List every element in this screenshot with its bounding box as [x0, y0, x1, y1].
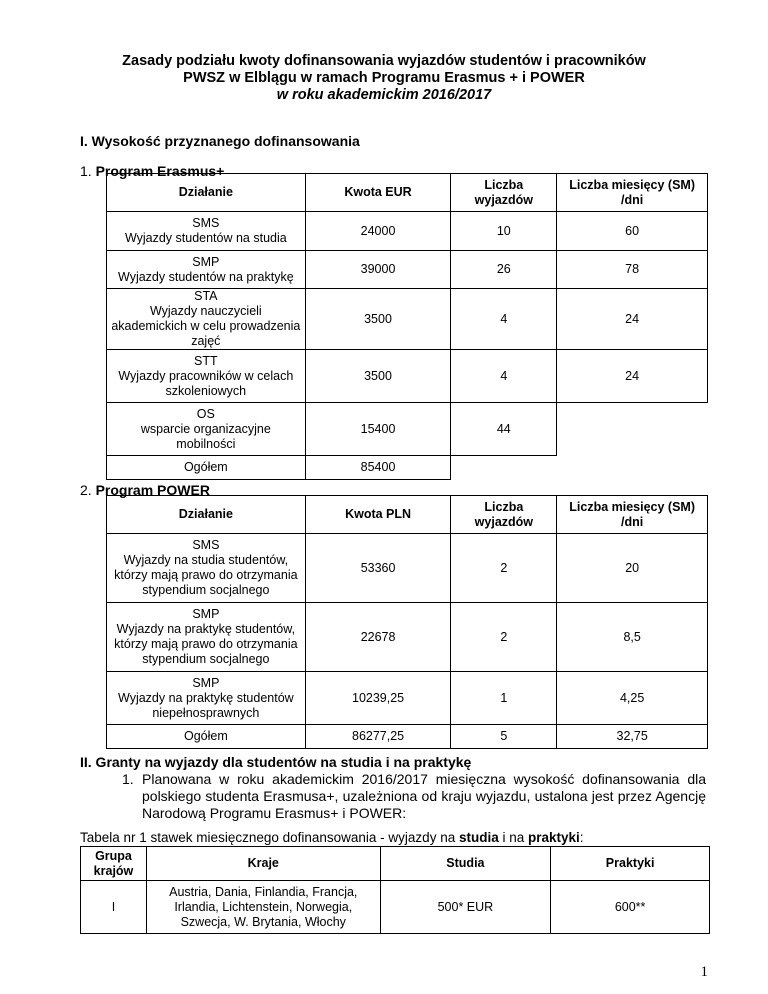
header-cell: Studia [380, 847, 551, 881]
header-cell: Liczba miesięcy (SM) /dni [557, 174, 708, 212]
table-row [107, 212, 708, 251]
header-cell: Praktyki [551, 847, 710, 881]
activity-code: SMP [192, 675, 220, 690]
study-rate-cell: 500* EUR [380, 881, 551, 934]
amount-cell: 15400 [305, 403, 451, 456]
group-cell: I [81, 881, 147, 934]
activity-desc: Wyjazdy na studia studentów, którzy mają prawo do otrzymania stypendium socjalnego [114, 553, 298, 597]
table-total-row [107, 456, 708, 480]
subsection-number: 2. [80, 482, 92, 498]
months-cell: 24 [557, 350, 708, 403]
doc-title-line3: w roku akademickim 2016/2017 [276, 87, 492, 103]
activity-desc: Wyjazdy nauczycieli akademickich w celu prowadzenia zajęć [111, 304, 301, 348]
activity-desc: wsparcie organizacyjne mobilności [140, 421, 271, 451]
activity-cell [107, 672, 306, 725]
doc-title-line2: PWSZ w Elblągu w ramach Programu Erasmus + i POWER [183, 70, 585, 86]
count-cell: 26 [451, 251, 557, 289]
months-cell: 78 [557, 251, 708, 289]
caption-bold-practice: praktyki [528, 830, 580, 845]
caption-prefix: Tabela nr 1 stawek miesięcznego dofinansowania - wyjazdy na [80, 830, 459, 845]
activity-code: STA [194, 289, 218, 303]
erasmus-table [106, 173, 708, 480]
subsection-number: 1. [80, 163, 92, 179]
header-cell: Liczba wyjazdów [451, 496, 557, 534]
activity-cell [107, 289, 306, 350]
count-cell: 44 [451, 403, 557, 456]
power-table [106, 495, 708, 749]
amount-cell: 3500 [305, 350, 451, 403]
header-cell: Kwota EUR [305, 174, 451, 212]
rates-table [80, 846, 710, 934]
count-cell: 1 [451, 672, 557, 725]
amount-cell: 53360 [305, 534, 451, 603]
table-row [107, 403, 708, 456]
section2-heading: II. Granty na wyjazdy dla studentów na studia i na praktykę [80, 754, 472, 770]
header-cell: Grupa krajów [81, 847, 147, 881]
count-cell: 2 [451, 603, 557, 672]
header-cell: Liczba wyjazdów [451, 174, 557, 212]
activity-cell [107, 350, 306, 403]
page-number: 1 [700, 964, 708, 980]
total-label-cell: Ogółem [107, 725, 306, 749]
months-cell [557, 403, 708, 456]
activity-code: SMP [192, 254, 220, 269]
section2-paragraph [122, 771, 706, 822]
activity-desc: Wyjazdy pracowników w celach szkoleniowych [118, 368, 294, 398]
empty-cell [557, 456, 708, 480]
activity-cell [107, 251, 306, 289]
table-row [107, 350, 708, 403]
table-row [107, 251, 708, 289]
header-cell: Działanie [107, 496, 306, 534]
doc-title-line1: Zasady podziału kwoty dofinansowania wyjazdów studentów i pracowników [122, 53, 646, 69]
activity-cell [107, 403, 306, 456]
table-row [81, 881, 710, 934]
table-row [107, 603, 708, 672]
practice-rate-cell: 600** [551, 881, 710, 934]
table-total-row [107, 725, 708, 749]
activity-desc: Wyjazdy na praktykę studentów, którzy mają prawo do otrzymania stypendium socjalnego [114, 622, 298, 666]
months-cell: 8,5 [557, 603, 708, 672]
header-cell: Kwota PLN [305, 496, 451, 534]
empty-cell [451, 456, 557, 480]
paragraph-text: Planowana w roku akademickim 2016/2017 miesięczna wysokość dofinansowania dla polskiego studenta Erasmusa+, uzależniona od kraju wyjazdu, ustalona jest przez Agencję Narodową Programu Erasmus+ i POWER: [142, 771, 706, 821]
table-caption [80, 830, 584, 845]
activity-cell [107, 603, 306, 672]
activity-code: SMP [192, 607, 220, 621]
table-header-row [107, 496, 708, 534]
activity-desc: Wyjazdy studentów na studia [124, 231, 287, 245]
amount-cell: 24000 [305, 212, 451, 251]
table-header-row [81, 847, 710, 881]
countries-cell: Austria, Dania, Finlandia, Francja, Irlandia, Lichtenstein, Norwegia, Szwecja, W. Brytania, Włochy [146, 881, 380, 934]
count-cell: 4 [451, 289, 557, 350]
amount-cell: 3500 [305, 289, 451, 350]
count-cell: 10 [451, 212, 557, 251]
activity-code: SMS [192, 538, 220, 552]
months-cell: 20 [557, 534, 708, 603]
total-amount-cell: 85400 [305, 456, 451, 480]
activity-desc: Wyjazdy na praktykę studentów niepełnosprawnych [118, 690, 294, 720]
header-cell: Kraje [146, 847, 380, 881]
activity-code: OS [196, 406, 215, 421]
activity-code: SMS [192, 216, 220, 230]
count-cell: 4 [451, 350, 557, 403]
subsection-label: Program POWER [95, 482, 210, 498]
caption-mid: i na [498, 830, 529, 845]
caption-suffix: : [579, 830, 584, 845]
months-cell: 24 [557, 289, 708, 350]
total-months-cell: 32,75 [557, 725, 708, 749]
months-cell: 60 [557, 212, 708, 251]
count-cell: 2 [451, 534, 557, 603]
table-row [107, 289, 708, 350]
activity-cell [107, 212, 306, 251]
caption-bold-study: studia [458, 830, 499, 845]
amount-cell: 10239,25 [305, 672, 451, 725]
total-amount-cell: 86277,25 [305, 725, 451, 749]
table-header-row [107, 174, 708, 212]
section1-heading: I. Wysokość przyznanego dofinansowania [80, 133, 360, 149]
header-cell: Liczba miesięcy (SM) /dni [557, 496, 708, 534]
months-cell: 4,25 [557, 672, 708, 725]
activity-desc: Wyjazdy studentów na praktykę [118, 269, 294, 284]
total-label-cell: Ogółem [107, 456, 306, 480]
activity-cell [107, 534, 306, 603]
paragraph-number: 1. [122, 771, 134, 787]
amount-cell: 39000 [305, 251, 451, 289]
table-row [107, 534, 708, 603]
total-count-cell: 5 [451, 725, 557, 749]
activity-code: STT [194, 353, 218, 368]
amount-cell: 22678 [305, 603, 451, 672]
table-row [107, 672, 708, 725]
header-cell: Działanie [107, 174, 306, 212]
subsection-label: Program Erasmus+ [95, 163, 225, 179]
